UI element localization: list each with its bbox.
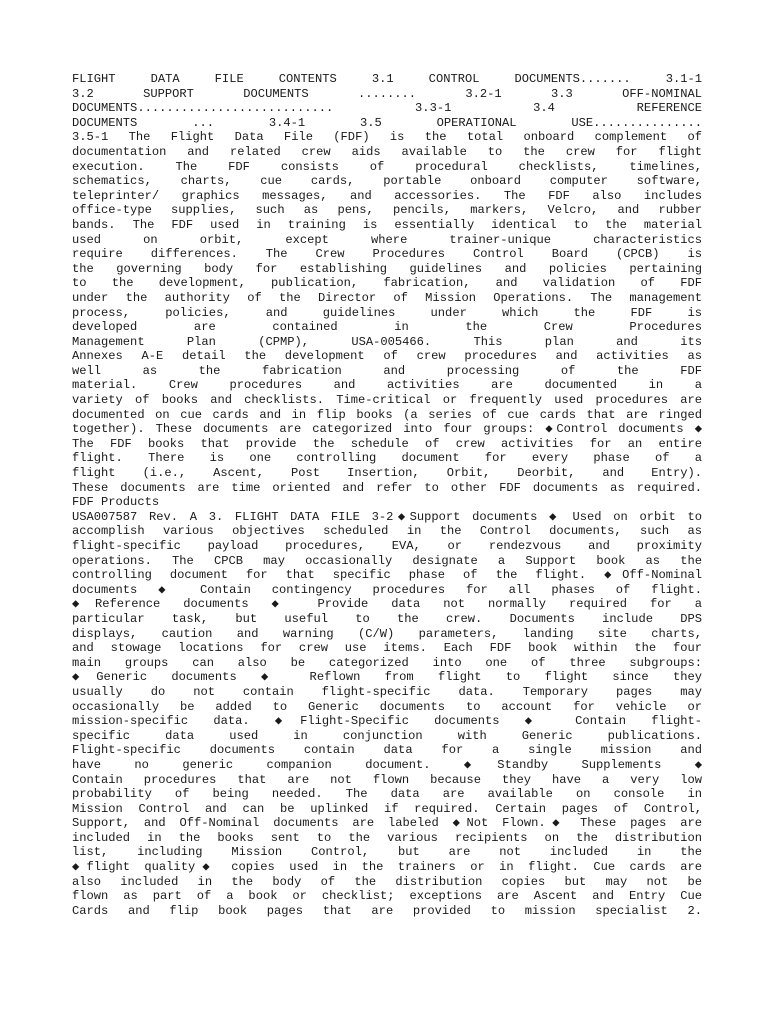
text-line: office-type supplies, such as pens, pencils, markers, Velcro, and rubber [72,203,702,218]
text-line: bands. The FDF used in training is essentially identical to the material [72,217,702,232]
text-line: The FDF books that provide the schedule of crew activities for an entire [72,436,702,451]
text-line: accomplish various objectives scheduled in the Control documents, such as [72,524,702,539]
text-line: These documents are time oriented and refer to other FDF documents as required. [72,480,702,495]
text-line: specific data used in conjunction with Generic publications. [72,728,702,743]
text-line: Support, and Off-Nominal documents are labeled ◆Not Flown.◆ These pages are [72,816,702,831]
text-line: ◆Reference documents ◆ Provide data not normally required for a [72,597,702,612]
text-line: flown as part of a book or checklist; exceptions are Ascent and Entry Cue [72,889,702,904]
text-line: developed are contained in the Crew Procedures [72,320,702,335]
text-line: documented on cue cards and in flip books (a series of cue cards that are ringed [72,407,702,422]
text-line: together). These documents are categorized into four groups: ◆Control documents ◆ [72,422,702,437]
text-line: FDF Products [72,495,160,510]
text-line: also included in the body of the distribution copies but may not be [72,874,702,889]
text-line: the governing body for establishing guidelines and policies pertaining [72,261,702,276]
text-line: DOCUMENTS........................... 3.3-1 3.4 REFERENCE [72,101,702,116]
text-line: Annexes A-E detail the development of crew procedures and activities as [72,349,702,364]
text-line: and stowage locations for crew use items. Each FDF book within the four [72,641,702,656]
text-line: ◆Generic documents ◆ Reflown from flight to flight since they [72,670,702,685]
text-line: list, including Mission Control, but are not included in the [72,845,702,860]
text-line: schematics, charts, cue cards, portable onboard computer software, [72,174,702,189]
text-line: mission-specific data. ◆Flight-Specific documents ◆ Contain flight- [72,714,702,729]
text-line: occasionally be added to Generic documents to account for vehicle or [72,699,702,714]
text-line: 3.5-1 The Flight Data File (FDF) is the total onboard complement of [72,130,702,145]
text-line: under the authority of the Director of Mission Operations. The management [72,290,702,305]
text-line: ◆flight quality◆ copies used in the trainers or in flight. Cue cards are [72,860,702,875]
text-line: process, policies, and guidelines under which the FDF is [72,305,702,320]
text-line: included in the books sent to the various recipients on the distribution [72,830,702,845]
text-line: operations. The CPCB may occasionally designate a Support book as the [72,553,702,568]
text-line: Mission Control and can be uplinked if required. Certain pages of Control, [72,801,702,816]
text-line: displays, caution and warning (C/W) parameters, landing site charts, [72,626,702,641]
text-line: execution. The FDF consists of procedural checklists, timelines, [72,159,702,174]
text-line: used on orbit, except where trainer-unique characteristics [72,232,702,247]
text-line: Contain procedures that are not flown because they have a very low [72,772,702,787]
text-line: particular task, but useful to the crew. Documents include DPS [72,611,702,626]
text-line: require differences. The Crew Procedures Control Board (CPCB) is [72,247,702,262]
text-line: main groups can also be categorized into one of three subgroups: [72,655,702,670]
text-line: well as the fabrication and processing of the FDF [72,363,702,378]
text-line: Flight-specific documents contain data for a single mission and [72,743,702,758]
text-line: teleprinter/ graphics messages, and accessories. The FDF also includes [72,188,702,203]
text-line: documents ◆ Contain contingency procedures for all phases of flight. [72,582,702,597]
text-line: probability of being needed. The data are available on console in [72,787,702,802]
text-line: have no generic companion document. ◆Standby Supplements ◆ [72,757,702,772]
text-line: FLIGHT DATA FILE CONTENTS 3.1 CONTROL DOCUMENTS....... 3.1-1 [72,72,702,86]
text-line: Management Plan (CPMP), USA-005466. This plan and its [72,334,702,349]
text-line: to the development, publication, fabrication, and validation of FDF [72,276,702,291]
text-line: DOCUMENTS ... 3.4-1 3.5 OPERATIONAL USE............... [72,115,702,130]
text-line: documentation and related crew aids available to the crew for flight [72,144,702,159]
text-line: flight-specific payload procedures, EVA, or rendezvous and proximity [72,539,702,553]
text-line: 3.2 SUPPORT DOCUMENTS ........ 3.2-1 3.3 OFF-NOMINAL [72,86,702,101]
text-line: controlling document for that specific phase of the flight. ◆Off-Nominal [72,568,702,583]
text-line: USA007587 Rev. A 3. FLIGHT DATA FILE 3-2◆Support documents ◆ Used on orbit to [72,509,702,524]
text-line: material. Crew procedures and activities are documented in a [72,378,702,393]
text-line: flight (i.e., Ascent, Post Insertion, Orbit, Deorbit, and Entry). [72,466,702,481]
text-line: variety of books and checklists. Time-critical or frequently used procedures are [72,393,702,408]
text-line: usually do not contain flight-specific data. Temporary pages may [72,684,702,699]
document-body [72,72,702,918]
text-line: Cards and flip book pages that are provided to mission specialist 2. [72,903,702,918]
text-line: flight. There is one controlling document for every phase of a [72,451,702,466]
